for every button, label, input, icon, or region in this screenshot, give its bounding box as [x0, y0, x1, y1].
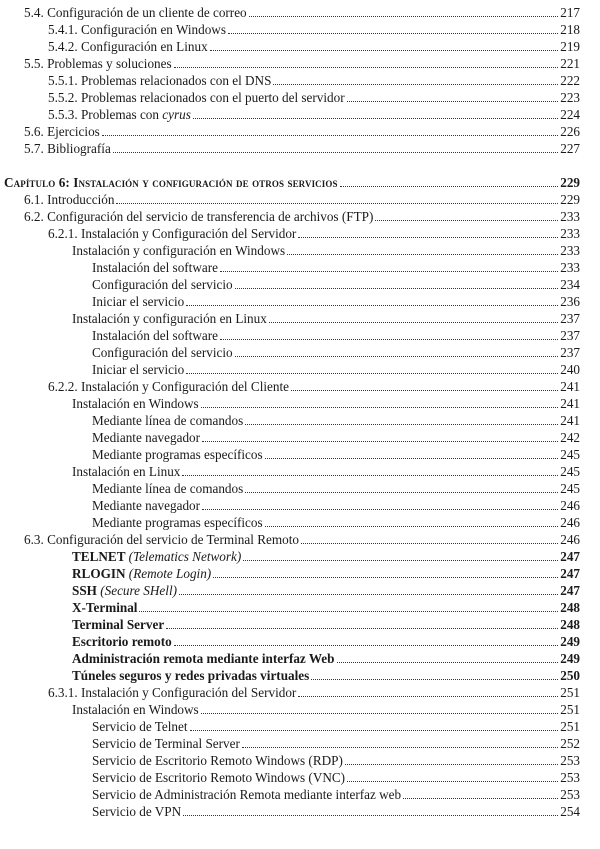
toc-row — [72, 651, 580, 667]
toc-row — [72, 549, 580, 565]
toc-row — [92, 515, 580, 531]
toc-row — [48, 379, 580, 395]
toc-page-number: 253 — [560, 753, 580, 768]
toc-entry-label: Instalación en Windows — [72, 396, 199, 411]
toc-row — [92, 430, 580, 446]
toc-entry-label: Escritorio remoto — [72, 634, 172, 649]
toc-page-number: 248 — [560, 600, 580, 615]
toc-entry-label: Configuración del servicio — [92, 277, 233, 292]
toc-page-number: 233 — [560, 260, 580, 275]
dot-leader — [202, 430, 558, 442]
dot-leader — [298, 226, 558, 238]
dot-leader — [347, 770, 558, 782]
toc-entry-label: Instalación y configuración en Linux — [72, 311, 267, 326]
toc-entry-label: Servicio de Telnet — [92, 719, 188, 734]
dot-leader — [242, 736, 558, 748]
toc-row — [48, 73, 580, 89]
toc-page-number: 226 — [560, 124, 580, 139]
toc-page-number: 242 — [560, 430, 580, 445]
toc-page-number: 245 — [560, 481, 580, 496]
dot-leader — [116, 192, 558, 204]
toc-row — [92, 362, 580, 378]
toc-page-number: 245 — [560, 447, 580, 462]
dot-leader — [183, 804, 558, 816]
dot-leader — [345, 753, 558, 765]
dot-leader — [347, 90, 559, 102]
toc-row — [92, 753, 580, 769]
toc-entry-label: TELNET (Telematics Network) — [72, 549, 242, 564]
toc-entry-label: Iniciar el servicio — [92, 294, 185, 309]
dot-leader — [340, 175, 559, 187]
toc-entry-label: Túneles seguros y redes privadas virtuales — [72, 668, 310, 683]
toc-row — [92, 413, 580, 429]
toc-row — [92, 277, 580, 293]
toc-page-number: 237 — [560, 345, 580, 360]
toc-row — [48, 685, 580, 701]
toc-row — [24, 192, 580, 208]
toc-page-number: 251 — [560, 719, 580, 734]
toc-row — [92, 770, 580, 786]
dot-leader — [201, 396, 559, 408]
toc-row — [92, 294, 580, 310]
toc-row — [72, 617, 580, 633]
toc-entry-label: Mediante navegador — [92, 430, 201, 445]
toc-page-number: 251 — [560, 685, 580, 700]
dot-leader — [273, 73, 558, 85]
toc-row — [24, 209, 580, 225]
toc-page-number: 229 — [560, 175, 580, 190]
toc-entry-label: RLOGIN (Remote Login) — [72, 566, 212, 581]
toc-entry-label: Servicio de Administración Remota mediante interfaz web — [92, 787, 402, 802]
toc-row — [92, 736, 580, 752]
toc-page-number: 223 — [560, 90, 580, 105]
toc-row — [24, 141, 580, 157]
toc-page-number: 217 — [560, 5, 580, 20]
toc-entry-label: 5.6. Ejercicios — [24, 124, 100, 139]
toc-page-number: 218 — [560, 22, 580, 37]
dot-leader — [235, 345, 559, 357]
toc-entry-label: 5.5.2. Problemas relacionados con el puerto del servidor — [48, 90, 345, 105]
dot-leader — [220, 328, 558, 340]
toc-row — [92, 787, 580, 803]
toc-row — [72, 464, 580, 480]
toc-row — [48, 90, 580, 106]
toc-row — [72, 396, 580, 412]
toc-entry-label: Mediante programas específicos — [92, 447, 263, 462]
dot-leader — [174, 56, 559, 68]
toc-row — [92, 498, 580, 514]
toc-entry-label: Servicio de VPN — [92, 804, 182, 819]
toc-page-number: 222 — [560, 73, 580, 88]
toc-page-number: 233 — [560, 226, 580, 241]
dot-leader — [102, 124, 558, 136]
toc-row — [72, 583, 580, 599]
toc-row — [24, 56, 580, 72]
toc-row — [48, 39, 580, 55]
dot-leader — [210, 39, 559, 51]
dot-leader — [202, 498, 558, 510]
toc-page-number: 237 — [560, 328, 580, 343]
toc-page-number: 251 — [560, 702, 580, 717]
dot-leader — [249, 5, 559, 17]
toc-page-number: 234 — [560, 277, 580, 292]
dot-leader — [269, 311, 558, 323]
toc-page-number: 236 — [560, 294, 580, 309]
toc-row — [92, 719, 580, 735]
dot-leader — [139, 600, 558, 612]
toc-page-number: 241 — [560, 379, 580, 394]
toc-row — [48, 22, 580, 38]
dot-leader — [186, 362, 558, 374]
dot-leader — [287, 243, 558, 255]
toc-entry-label: Instalación en Linux — [72, 464, 181, 479]
toc-entry-label: Configuración del servicio — [92, 345, 233, 360]
toc-page-number: 247 — [560, 549, 580, 564]
toc-row — [72, 702, 580, 718]
dot-leader — [265, 447, 559, 459]
toc-entry-label: Mediante programas específicos — [92, 515, 263, 530]
toc-entry-label: Administración remota mediante interfaz Web — [72, 651, 335, 666]
toc-page-number: 233 — [560, 243, 580, 258]
toc-page-number: 219 — [560, 39, 580, 54]
toc-row — [72, 634, 580, 650]
dot-leader — [186, 294, 558, 306]
toc-page-number: 247 — [560, 566, 580, 581]
toc-entry-label: Mediante línea de comandos — [92, 481, 244, 496]
toc-entry-label: 5.7. Bibliografía — [24, 141, 111, 156]
toc-row — [92, 345, 580, 361]
toc-entry-label: 6.1. Introducción — [24, 192, 115, 207]
toc-page-number: 253 — [560, 787, 580, 802]
dot-leader — [245, 481, 558, 493]
toc-entry-label: 6.2.1. Instalación y Configuración del Servidor — [48, 226, 297, 241]
toc-entry-label: 5.4.1. Configuración en Windows — [48, 22, 226, 37]
toc-page-number: 246 — [560, 532, 580, 547]
toc-page-number: 248 — [560, 617, 580, 632]
toc-entry-label: 5.5. Problemas y soluciones — [24, 56, 172, 71]
toc-page-number: 224 — [560, 107, 580, 122]
toc-page-number: 229 — [560, 192, 580, 207]
toc-entry-label: 5.5.3. Problemas con cyrus — [48, 107, 191, 122]
toc-entry-label: 6.3. Configuración del servicio de Terminal Remoto — [24, 532, 299, 547]
toc-row — [72, 600, 580, 616]
toc-row — [92, 328, 580, 344]
toc-entry-label: SSH (Secure SHell) — [72, 583, 178, 598]
dot-leader — [301, 532, 558, 544]
toc-entry-label: 6.3.1. Instalación y Configuración del Servidor — [48, 685, 297, 700]
toc-entry-label: Instalación del software — [92, 328, 218, 343]
toc-page-number: 240 — [560, 362, 580, 377]
toc-entry-label: Servicio de Escritorio Remoto Windows (RDP) — [92, 753, 343, 768]
toc-page-number: 250 — [560, 668, 580, 683]
toc-row — [24, 124, 580, 140]
toc-page-number: 233 — [560, 209, 580, 224]
toc-entry-label: 5.5.1. Problemas relacionados con el DNS — [48, 73, 272, 88]
toc-row — [72, 311, 580, 327]
toc-row — [72, 668, 580, 684]
toc-entry-label: 5.4. Configuración de un cliente de correo — [24, 5, 247, 20]
toc-page-number: 253 — [560, 770, 580, 785]
toc-page-number: 246 — [560, 498, 580, 513]
toc-entry-label: 6.2.2. Instalación y Configuración del Cliente — [48, 379, 289, 394]
toc-page-number: 241 — [560, 413, 580, 428]
dot-leader — [235, 277, 559, 289]
dot-leader — [190, 719, 559, 731]
toc-entry-label: Servicio de Escritorio Remoto Windows (VNC) — [92, 770, 346, 785]
toc-row — [92, 481, 580, 497]
toc-entry-label: 5.4.2. Configuración en Linux — [48, 39, 208, 54]
toc-entry-label: Servicio de Terminal Server — [92, 736, 240, 751]
toc-row — [24, 532, 580, 548]
dot-leader — [291, 379, 558, 391]
toc-page-number: 249 — [560, 634, 580, 649]
chapter-heading-label: Capítulo 6: Instalación y configuración de otros servicios — [4, 175, 338, 190]
toc-page-number: 254 — [560, 804, 580, 819]
dot-leader — [298, 685, 558, 697]
toc-page-number: 246 — [560, 515, 580, 530]
dot-leader — [179, 583, 558, 595]
toc-page-number: 245 — [560, 464, 580, 479]
toc-entry-label: Mediante navegador — [92, 498, 201, 513]
toc-entry-label: Instalación del software — [92, 260, 218, 275]
dot-leader — [220, 260, 558, 272]
toc-entry-label: Iniciar el servicio — [92, 362, 185, 377]
dot-leader — [201, 702, 559, 714]
toc-entry-label: Mediante línea de comandos — [92, 413, 244, 428]
toc-row — [48, 107, 580, 123]
toc-page-number: 241 — [560, 396, 580, 411]
toc-entry-label: Instalación en Windows — [72, 702, 199, 717]
dot-leader — [193, 107, 558, 119]
dot-leader — [213, 566, 558, 578]
dot-leader — [228, 22, 558, 34]
toc-page-number: 221 — [560, 56, 580, 71]
toc-entry-label: 6.2. Configuración del servicio de transferencia de archivos (FTP) — [24, 209, 374, 224]
toc-row — [92, 804, 580, 820]
dot-leader — [337, 651, 559, 663]
toc-row — [72, 566, 580, 582]
dot-leader — [265, 515, 559, 527]
toc-row — [48, 226, 580, 242]
toc-row — [92, 447, 580, 463]
dot-leader — [113, 141, 558, 153]
toc-entry-label: Terminal Server — [72, 617, 165, 632]
chapter-heading-row — [4, 175, 580, 191]
toc-row — [92, 260, 580, 276]
dot-leader — [245, 413, 558, 425]
dot-leader — [311, 668, 558, 680]
toc-entry-label: X-Terminal — [72, 600, 138, 615]
toc-page-number: 227 — [560, 141, 580, 156]
toc-page-number: 249 — [560, 651, 580, 666]
dot-leader — [403, 787, 558, 799]
toc-page-number: 237 — [560, 311, 580, 326]
toc-entry-label: Instalación y configuración en Windows — [72, 243, 286, 258]
toc-page-number: 252 — [560, 736, 580, 751]
dot-leader — [182, 464, 558, 476]
dot-leader — [243, 549, 558, 561]
toc-row — [72, 243, 580, 259]
dot-leader — [174, 634, 558, 646]
toc-row — [24, 5, 580, 21]
dot-leader — [375, 209, 558, 221]
toc-page-number: 247 — [560, 583, 580, 598]
dot-leader — [166, 617, 558, 629]
